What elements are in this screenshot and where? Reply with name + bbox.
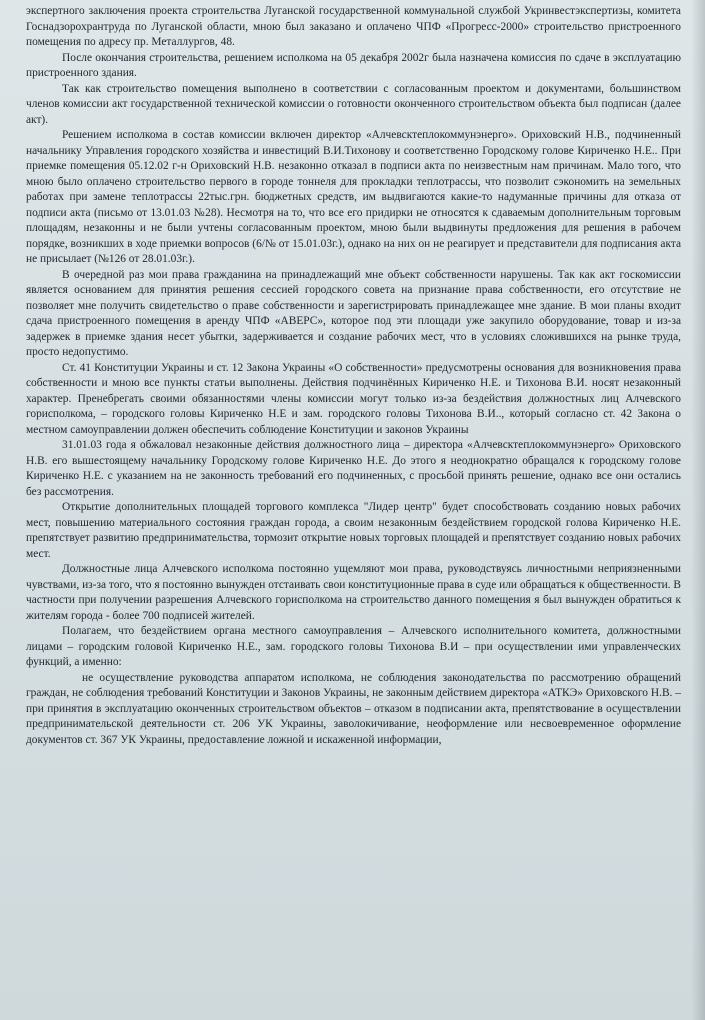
paragraph-1: экспертного заключения проекта строительства Луганской государственной коммунальной службой Укринвестэкспертизы, комитета Госнадзорохрантруда по Луганской области, мною был заказано и оплачено ЧПФ «Прогресс-2000» строительство пристроенного помещения по адресу пр. Металлургов, 48. [26, 5, 681, 48]
paragraph-5: В очередной раз мои права гражданина на принадлежащий мне объект собственности нарушены. Так как акт госкомиссии является основанием для принятия решения сессией городского совета на признание права собственности, его отсутствие не позволяет мне получить свидетельство о праве собственности и зарегистрировать принадлежащее мне здание. В мои планы входит сдача пристроенного помещения в аренду ЧПФ «АВЕРС», которое под эти площади уже закупило оборудование, товар и из-за задержек в приемке здания несет убытки, задерживается и создание рабочих мест, что в условиях сложившихся на рынке труда, просто недопустимо. [26, 268, 681, 358]
paragraph-8: Открытие дополнительных площадей торгового комплекса "Лидер центр" будет способствовать созданию новых рабочих мест, повышению материального состояния граждан города, а своим незаконным бездействием городской голова Кириченко Н.Е. препятствует развитию предпринимательства, тормозит открытие новых торговых площадей и препятствует созданию новых рабочих мест. [26, 501, 681, 560]
paragraph-9: Должностные лица Алчевского исполкома постоянно ущемляют мои права, руководствуясь личностными неприязненными чувствами, из-за того, что я постоянно вынужден отстаивать свои конституционные права в суде или обращаться к общественности. В частности при получении разрешения Алчевского горисполкома на строительство данного помещения я был вынужден обратиться к жителям города - более 700 подписей жителей. [26, 563, 681, 622]
paragraph-3: Так как строительство помещения выполнено в соответствии с согласованным проектом и документами, большинством членов комиссии акт государственной технической комиссии о готовности оконченного строительством объекта был подписан (далее акт). [26, 82, 681, 126]
document-body [26, 4, 681, 748]
paragraph-2: После окончания строительства, решением исполкома на 05 декабря 2002г была назначена комиссия по сдаче в эксплуатацию пристроенного здания. [26, 51, 681, 79]
paragraph-7: 31.01.03 года я обжаловал незаконные действия должностного лица – директора «Алчевсктеплокоммунэнерго» Ориховского Н.В. его вышестоящему начальнику Городскому голове Кириченко Н.Е. До этого я неоднократно обращался к городскому голове Кириченко Н.Е. с указанием на не законность требований его подчиненных, с просьбой принять решение, однако все они остались без рассмотрения. [26, 439, 681, 498]
paragraph-11: не осуществление руководства аппаратом исполкома, не соблюдения законодательства по рассмотрению обращений граждан, не соблюдения требований Конституции и Законов Украины, не законным действием директора «АТКЭ» Ориховского Н.В. – при принятия в эксплуатацию оконченных строительством объектов – отказом в подписании акта, препятствование в осуществлении предпринимательской деятельности ст. 206 УК Украины, заволокичивание, неоформление или несвоевременное оформление документов ст. 367 УК Украины, предоставление ложной и искаженной информации, [26, 671, 681, 746]
paragraph-10: Полагаем, что бездействием органа местного самоуправления – Алчевского исполнительного комитета, должностными лицами – городским головой Кириченко Н.Е., зам. городского головы Тихонова В.И – при осуществлении ими управленческих функций, а именно: [26, 625, 681, 668]
paragraph-6: Ст. 41 Конституции Украины и ст. 12 Закона Украины «О собственности» предусмотрены основания для возникновения права собственности и мною все пункты статьи выполнены. Действия подчинённых Кириченко Н.Е. и Тихонова В.И. носят незаконный характер. Пренебрегать своими обязанностями члены комиссии могут только из-за бездействия должностных лиц Алчевского горисполкома, – городского головы Кириченко Н.Е и зам. городского головы Тихонова В.И.., который согласно ст. 42 Закона о местном самоуправлении должен обеспечить соблюдение Конституции и законов Украины [26, 361, 681, 436]
paragraph-4: Решением исполкома в состав комиссии включен директор «Алчевсктеплокоммунэнерго». Ориховский Н.В., подчиненный начальнику Управления городского хозяйства и инвестиций В.И.Тихонову и соответственно Городскому голове Кириченко Н.Е.. При приемке помещения 05.12.02 г-н Ориховский Н.В. незаконно отказал в подписи акта по неизвестным нам причинам. Мало того, что мною было оплачено строительство первого в городе тоннеля для прокладки теплотрассы, что позволит сэкономить на земельных работах при замене теплотрассы 22тыс.грн. бюджетных средств, им выдвигаются какие-то надуманные причины для отказа от подписи акта (письмо от 13.01.03 №28). Несмотря на то, что все его придирки не относятся к сдаваемым дополнительным торговым площадям, незаконны и не были учтены согласованным проектом, мною были выдвинуты предложения для решения в рабочем порядке, возникших в ходе приемки вопросов (6/№ от 15.01.03г.), однако на них он не реагирует и представители для подписания акта не присылает (№126 от 28.01.03г.). [26, 129, 681, 265]
page-edge-shadow [691, 0, 705, 1020]
